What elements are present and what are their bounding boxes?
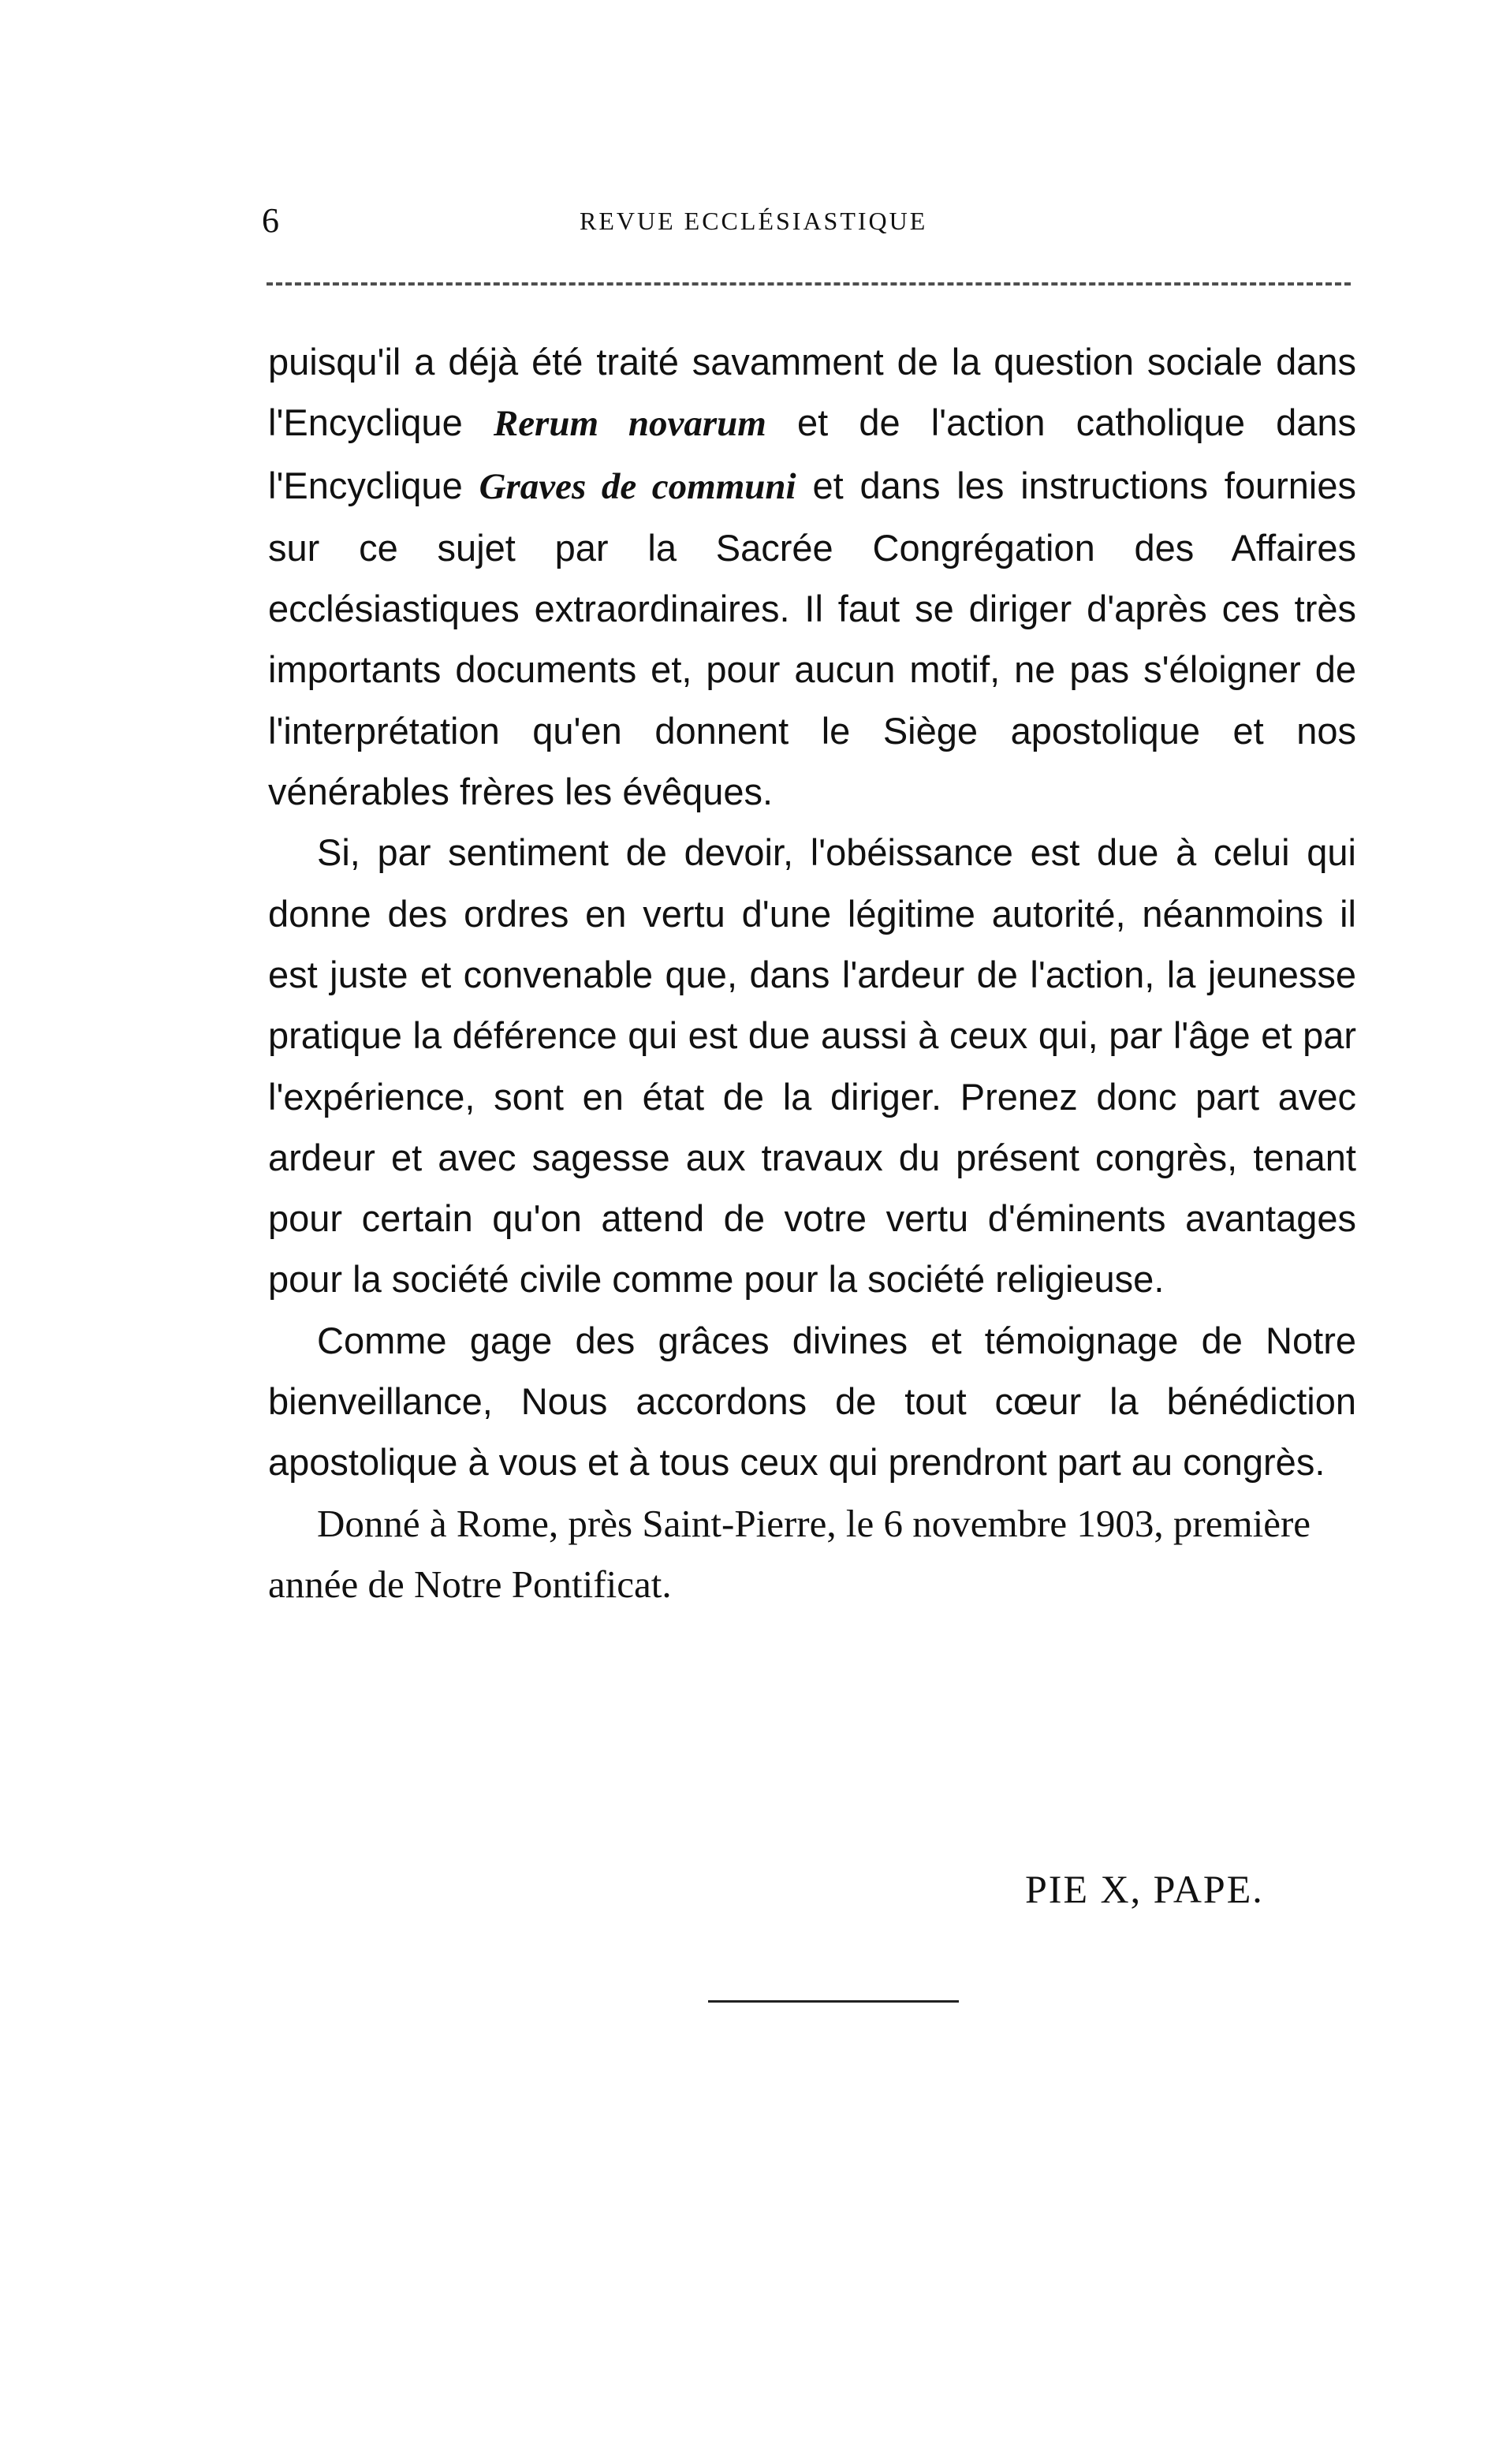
signature: PIE X, PAPE. — [1025, 1867, 1264, 1911]
paragraph-1 — [268, 331, 1356, 822]
encyclical-title-graves-de-communi: Graves de communi — [479, 465, 796, 507]
paragraph-1-text-c: et dans les instructions fournies sur ce sujet par la Sacrée Congrégation des Affaires ecclésiastiques extraordinaires. Il faut se diriger d'après ces très importants documents et, pour aucun motif, ne pas s'éloigner de l'interprétation qu'en donnent le Siège apostolique et nos vénérables frères les évêques. — [268, 464, 1357, 813]
paragraph-1-text-b: et de l'action catholique dans l'Encyclique — [268, 401, 1357, 506]
encyclical-title-rerum-novarum: Rerum novarum — [493, 403, 766, 445]
paragraph-1-text-a: puisqu'il a déjà été traité savamment de la question sociale dans l'Encyclique — [268, 341, 1356, 444]
body-text — [268, 331, 1356, 1615]
header-divider — [267, 282, 1351, 286]
dateline: Donné à Rome, près Saint-Pierre, le 6 novembre 1903, première année de Notre Pontificat. — [268, 1501, 1311, 1606]
page-number: 6 — [262, 201, 279, 240]
running-header — [0, 197, 1510, 245]
running-title: REVUE ECCLÉSIASTIQUE — [580, 207, 928, 235]
closing-rule — [708, 2000, 959, 2003]
paragraph-2: Si, par sentiment de devoir, l'obéissance est due à celui qui donne des ordres en vertu d'une légitime autorité, néanmoins il est juste et convenable que, dans l'ardeur de l'action, la jeunesse pratique la déférence qui est due aussi à ceux qui, par l'âge et par l'expérience, sont en état de la diriger. Prenez donc part avec ardeur et avec sagesse aux travaux du présent congrès, tenant pour certain qu'on attend de votre vertu d'éminents avantages pour la société civile comme pour la société religieuse. — [268, 831, 1356, 1301]
paragraph-3: Comme gage des grâces divines et témoignage de Notre bienveillance, Nous accordons de tout cœur la bénédiction apostolique à vous et à tous ceux qui prendront part au congrès. — [268, 1319, 1356, 1484]
